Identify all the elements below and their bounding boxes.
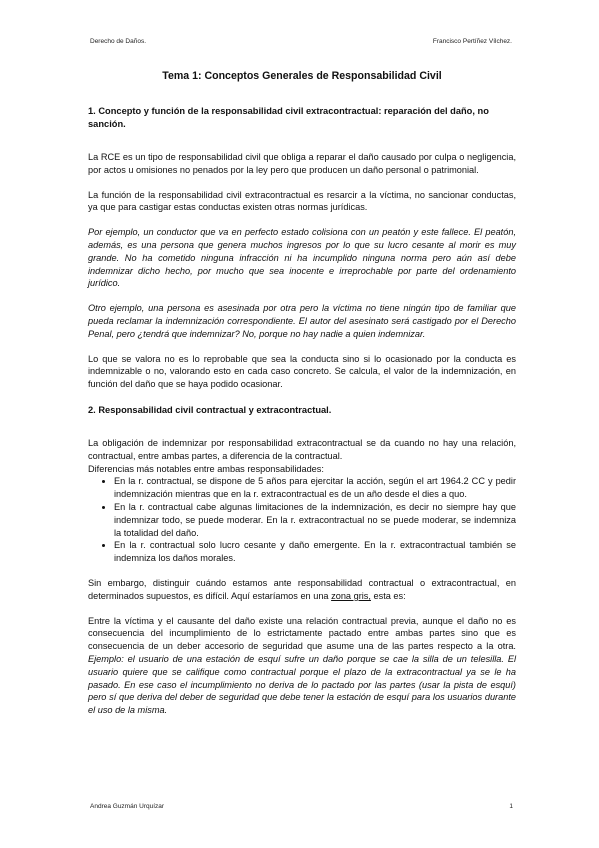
section-2-paragraph-1: La obligación de indemnizar por responsabilidad extracontractual se da cuando no hay una relación, contractual, entre ambas partes, a diferencia de la contractual. (88, 437, 516, 461)
document-title: Tema 1: Conceptos Generales de Responsabilidad Civil (162, 70, 442, 82)
list-item: • En la r. contractual solo lucro cesante y daño emergente. En la r. extracontractual también se indemniza los daños morales. (114, 539, 516, 565)
zona-gris-underlined: zona gris, (331, 590, 371, 601)
paragraph-text: esta es: (370, 590, 406, 601)
list-item: • En la r. contractual, se dispone de 5 años para ejercitar la acción, según el art 1964.2 CC y pedir indemnización mientras que en la r. extracontractual es de un año desde el dies a quo. (114, 475, 516, 501)
section-2-paragraph-3 (88, 577, 516, 603)
differences-list (88, 475, 516, 565)
section-2-paragraph-2: Diferencias más notables entre ambas responsabilidades: (88, 463, 324, 474)
section-1-heading: 1. Concepto y función de la responsabilidad civil extracontractual: reparación del daño, no sanción. (88, 106, 489, 129)
page-number: 1 (509, 803, 513, 810)
header-right: Francisco Pertíñez Vílchez. (432, 38, 512, 45)
paragraph-text: Entre la víctima y el causante del daño existe una relación contractual previa, aunque el daño no es consecuencia del incumplimiento de lo estrictamente pactado entre ambas partes sino que es consecuencia de un deber accesorio de seguridad que asume una de las partes respecto a la otra. (88, 615, 516, 652)
document-body (88, 70, 516, 717)
section-1-paragraph-5: Lo que se valora no es lo reprobable que sea la conducta sino si lo ocasionado por la conducta es indemnizable o no, valorando esto en cada caso concreto. Se calcula, el valor de la indemnización, en función del daño que se haya podido ocasionar. (88, 353, 516, 390)
section-1-example-2: Otro ejemplo, una persona es asesinada por otra pero la víctima no tiene ningún tipo de familiar que pueda reclamar la indemnización correspondiente. El autor del asesinato será castigado por el Derecho Penal, pero ¿tendrá que indemnizar? No, porque no hay nadie a quien indemnizar. (88, 303, 516, 339)
header-left: Derecho de Daños. (90, 38, 147, 45)
list-item: • En la r. contractual cabe algunas limitaciones de la indemnización, es decir no siempre hay que indemnizar todo, se puede moderar. En la r. extracontractual no se puede moderar, se indemniza la totalidad del daño. (114, 501, 516, 539)
section-1-paragraph-2: La función de la responsabilidad civil extracontractual es resarcir a la víctima, no sancionar conductas, ya que para castigar estas conductas existen otras normas jurídicas. (88, 189, 516, 213)
ski-station-example: Ejemplo: el usuario de una estación de esquí sufre un daño porque se cae la silla de un telesilla. El usuario quiere que se califique como contractual porque el plazo de la extracontractual ya se le ha pasado. En ese caso el incumplimiento no deriva de lo pactado por las partes (usar la pista de esquí) pero sí que deriva del deber de seguridad que debe tener la estación de esquí para los usuarios durante el uso de la misma. (88, 653, 516, 716)
section-2-paragraph-4 (88, 615, 516, 717)
section-1-example-1: Por ejemplo, un conductor que va en perfecto estado colisiona con un peatón y este fallece. El peatón, además, es una persona que genera muchos ingresos por lo que su lucro cesante al morir es muy grande. No ha cometido ninguna infracción ni ha incumplido ninguna norma pero aún así debe indemnizar dicho hecho, por mucho que sea inocente e irreprochable por parte del ordenamiento jurídico. (88, 227, 516, 289)
section-1-paragraph-1: La RCE es un tipo de responsabilidad civil que obliga a reparar el daño causado por culpa o negligencia, por actos u omisiones no penados por la ley pero que producen un daño personal o patrimonial. (88, 152, 516, 175)
paragraph-text: Sin embargo, distinguir cuándo estamos ante responsabilidad contractual o extracontractual, en determinados supuestos, es difícil. Aquí estaríamos en una (88, 577, 516, 601)
section-2-heading: 2. Responsabilidad civil contractual y extracontractual. (88, 404, 332, 415)
footer-author: Andrea Guzmán Urquízar (90, 803, 165, 810)
